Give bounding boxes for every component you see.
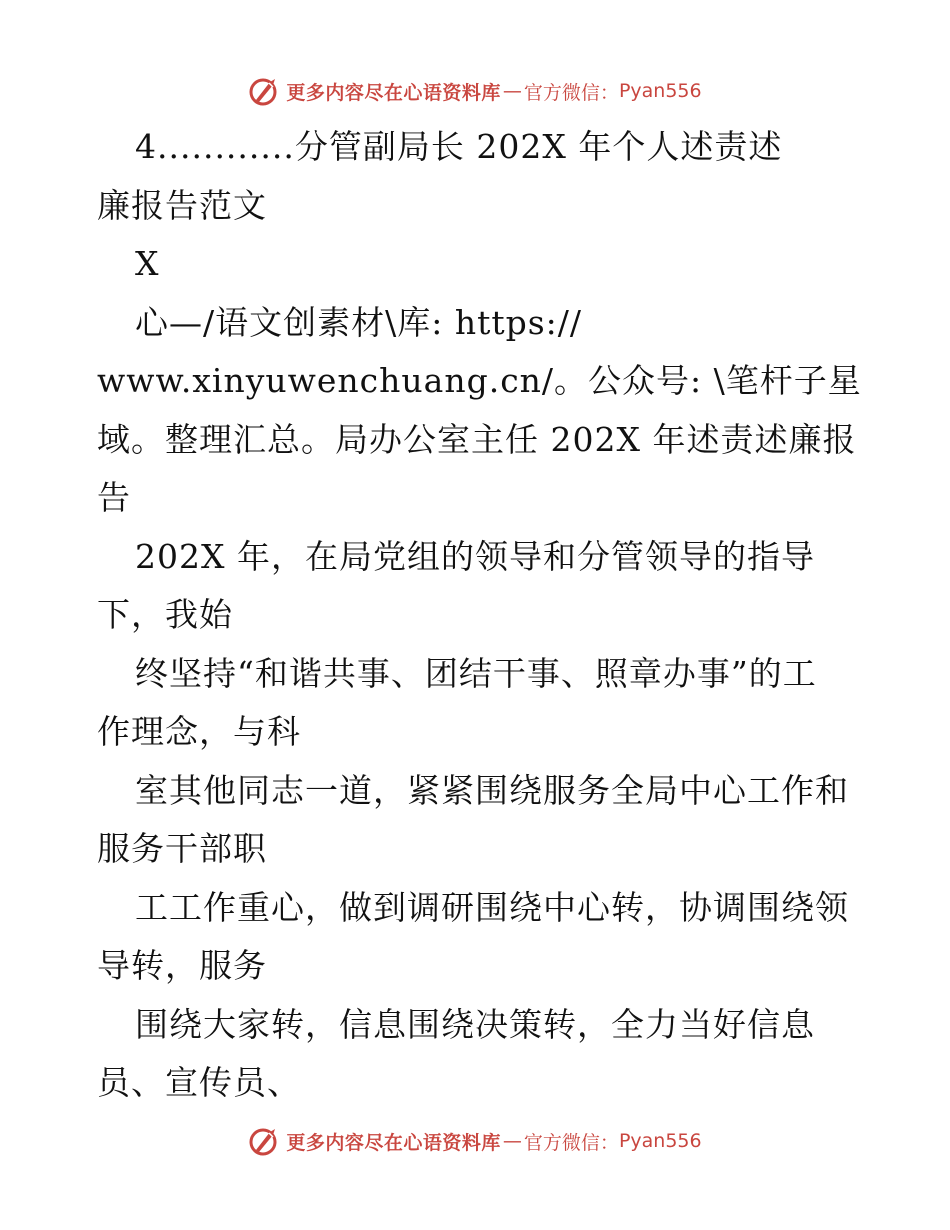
- watermark-text: 更多内容尽在心语资料库: [286, 81, 501, 104]
- watermark-wechat-label: 官方微信：: [523, 1131, 619, 1154]
- pen-logo-icon: [248, 1124, 282, 1158]
- watermark-wechat-id: Pyan556: [618, 1130, 702, 1152]
- watermark-dash: —: [502, 1130, 522, 1152]
- watermark-wechat-label: 官方微信：: [523, 81, 619, 104]
- text-line: 室其他同志一道，紧紧围绕服务全局中心工作和: [135, 770, 849, 810]
- text-line: 服务干部职: [97, 829, 267, 868]
- document-body: [97, 118, 862, 1113]
- text-line: 工工作重心，做到调研围绕中心转，协调围绕领: [135, 887, 849, 927]
- text-line: 告: [97, 478, 131, 517]
- watermark-text: 更多内容尽在心语资料库: [286, 1131, 501, 1154]
- text-line: 廉报告范文: [97, 185, 267, 225]
- watermark-dash: —: [502, 80, 522, 102]
- header-watermark: [0, 71, 950, 111]
- text-line: 下，我始: [97, 595, 233, 634]
- text-line: 作理念，与科: [97, 712, 301, 751]
- text-line: 围绕大家转，信息围绕决策转，全力当好信息: [135, 1004, 815, 1044]
- text-line: www.xinyuwenchuang.cn/。公众号: \笔杆子星: [97, 361, 862, 400]
- text-line: 终坚持“和谐共事、团结干事、照章办事”的工: [135, 653, 817, 693]
- pen-logo-icon: [248, 74, 282, 108]
- text-line: 导转，服务: [97, 946, 267, 985]
- text-line: 202X 年，在局党组的领导和分管领导的指导: [135, 536, 815, 576]
- text-line: 4............分管副局长 202X 年个人述责述: [135, 127, 783, 166]
- text-line: 员、宣传员、: [97, 1063, 301, 1102]
- footer-watermark: [0, 1121, 950, 1161]
- text-line: 心—/语文创素材\库: https://: [135, 302, 583, 342]
- text-line: 域。整理汇总。局办公室主任 202X 年述责述廉报: [97, 419, 857, 459]
- text-line: X: [135, 244, 160, 283]
- watermark-wechat-id: Pyan556: [618, 80, 702, 102]
